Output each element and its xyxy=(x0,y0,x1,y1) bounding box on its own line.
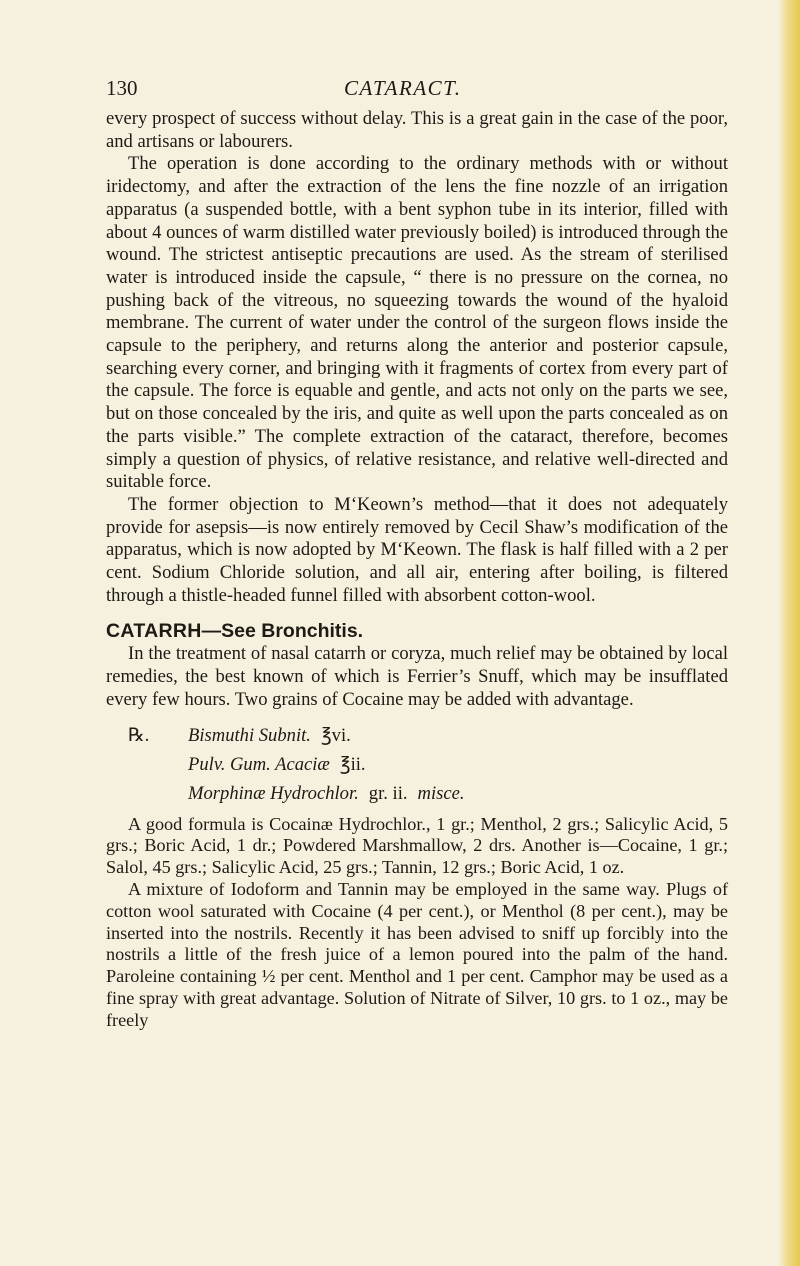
prescription-misce: misce. xyxy=(417,782,465,804)
prescription-amount: gr. ii. xyxy=(368,782,408,804)
running-head xyxy=(106,66,728,106)
paragraph-operation: The operation is done according to the ordinary methods with or without iridectomy, and after the extraction of the lens the fine nozzle of an irrigation apparatus (a suspended bottle, with a bent syphon tube in its interior, filled with about 4 ounces of warm distilled water previously boiled) is introduced through the wound. The strictest antiseptic precautions are used. As the stream of sterilised water is introduced inside the capsule, “ there is no pressure on the cornea, no pushing back of the vitreous, no squeezing towards the wound of the hyaloid membrane. The current of water under the control of the surgeon flows inside the capsule to the periphery, and returns along the anterior and posterior capsule, searching every corner, and bringing with it fragments of cortex from every part of the capsule. The force is equable and gentle, and acts not only on the parts we see, but on those concealed by the iris, and quite as well upon the parts concealed as on the parts visible.” The complete extraction of the cataract, therefore, becomes simply a question of physics, of relative resistance, and relative well-directed and suitable force. xyxy=(106,153,728,493)
section-heading xyxy=(106,620,728,643)
paragraph-catarrh-treatment: In the treatment of nasal catarrh or coryza, much relief may be obtained by local remedies, the best known of which is Ferrier’s Snuff, which may be insufflated every few hours. Two grains of Cocaine may be added with advantage. xyxy=(106,643,728,710)
page-edge xyxy=(778,0,800,1266)
running-title: CATARACT. xyxy=(344,76,462,100)
section-heading-crossref: —See Bronchitis. xyxy=(201,620,364,643)
prescription-drug: Bismuthi Subnit. xyxy=(188,724,311,746)
paragraph-mixture: A mixture of Iodoform and Tannin may be employed in the same way. Plugs of cotton wool saturated with Cocaine (4 per cent.), or Menthol (8 per cent.), may be inserted into the nostrils. Recently it has been advised to sniff up forcibly into the nostrils a little of the fresh juice of a lemon poured into the palm of the hand. Paroleine containing ½ per cent. Menthol and 1 per cent. Camphor may be used as a fine spray with great advantage. Solution of Nitrate of Silver, 10 grs. to 1 oz., may be freely xyxy=(106,878,728,1030)
prescription-line xyxy=(106,779,728,808)
paragraph-formula: A good formula is Cocainæ Hydrochlor., 1 gr.; Menthol, 2 grs.; Salicylic Acid, 5 grs.; Boric Acid, 1 dr.; Powdered Marshmallow, 2 drs. Another is—Cocaine, 1 gr.; Salol, 45 grs.; Salicylic Acid, 25 grs.; Tannin, 12 grs.; Boric Acid, 1 oz. xyxy=(106,813,728,878)
prescription-drug: Morphinæ Hydrochlor. xyxy=(188,782,359,804)
prescription xyxy=(106,721,728,808)
prescription-drug: Pulv. Gum. Acaciæ xyxy=(188,753,330,775)
prescription-amount: ℥ii. xyxy=(339,753,366,775)
paragraph-continued: every prospect of success without delay. This is a great gain in the case of the poor, and artisans or labourers. xyxy=(106,108,728,152)
prescription-line xyxy=(106,750,728,779)
page-number: 130 xyxy=(106,76,138,100)
book-page xyxy=(106,66,728,1032)
prescription-amount: ℥vi. xyxy=(320,724,351,746)
paragraph-objection: The former objection to M‘Keown’s method—that it does not adequately provide for asepsis—is now entirely removed by Cecil Shaw’s modification of the apparatus, which is now adopted by M‘Keown. The flask is half filled with a 2 per cent. Sodium Chloride solution, and all air, entering after boiling, is filtered through a thistle-headed funnel filled with absorbent cotton-wool. xyxy=(106,493,728,606)
prescription-line xyxy=(106,721,728,750)
section-heading-title: CATARRH xyxy=(106,620,202,643)
recipe-symbol: ℞. xyxy=(128,724,150,746)
